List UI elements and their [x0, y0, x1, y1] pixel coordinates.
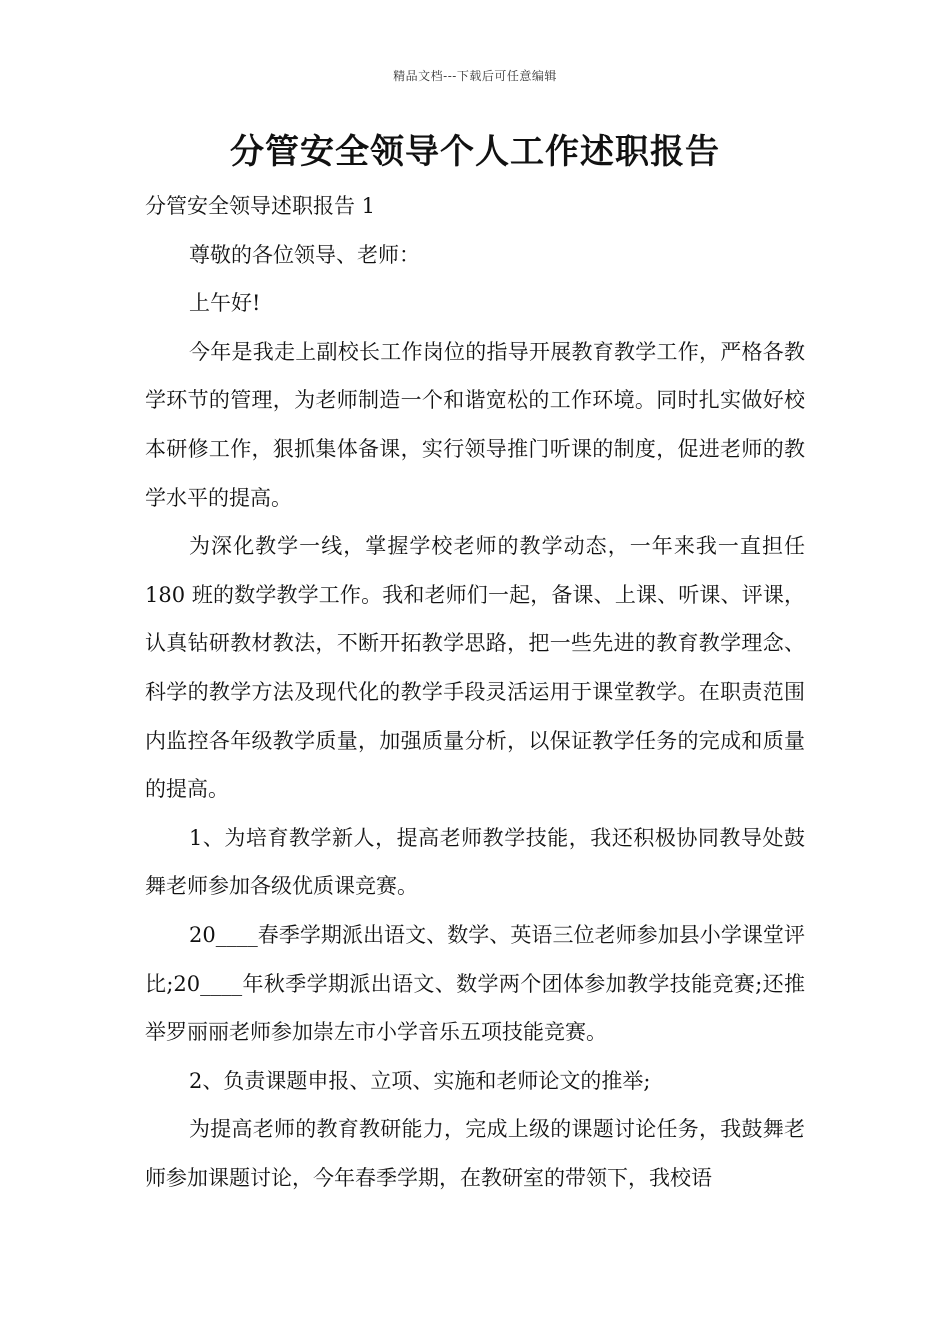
paragraph-salutation: 尊敬的各位领导、老师： [189, 242, 420, 267]
document-title: 分管安全领导个人工作述职报告 [230, 132, 720, 172]
header-note: 精品文档---下载后可任意编辑 [393, 69, 557, 83]
section-subtitle: 分管安全领导述职报告 1 [145, 194, 376, 218]
document-body [145, 182, 805, 1202]
paragraph: 1、为培育教学新人，提高老师教学技能，我还积极协同教导处鼓舞老师参加各级优质课竞赛。 [145, 825, 805, 899]
paragraph: 20____春季学期派出语文、数学、英语三位老师参加县小学课堂评比;20____年秋季学期派出语文、数学两个团体参加教学技能竞赛;还推举罗丽丽老师参加崇左市小学音乐五项技能竞赛。 [145, 922, 805, 1045]
paragraph: 为深化教学一线，掌握学校老师的教学动态，一年来我一直担任 180 班的数学教学工作。我和老师们一起，备课、上课、听课、评课，认真钻研教材教法，不断开拓教学思路，把一些先进的教育教学理念、科学的教学方法及现代化的教学手段灵活运用于课堂教学。在职责范围内监控各年级教学质量，加强质量分析，以保证教学任务的完成和质量的提高。 [145, 534, 805, 802]
paragraph: 为提高老师的教育教研能力，完成上级的课题讨论任务，我鼓舞老师参加课题讨论，今年春季学期，在教研室的带领下，我校语 [145, 1117, 805, 1190]
paragraph: 2、负责课题申报、立项、实施和老师论文的推举; [189, 1068, 651, 1093]
paragraph: 今年是我走上副校长工作岗位的指导开展教育教学工作，严格各教学环节的管理，为老师制造一个和谐宽松的工作环境。同时扎实做好校本研修工作，狠抓集体备课，实行领导推门听课的制度，促进老师的教学水平的提高。 [145, 339, 805, 510]
paragraph-greeting: 上午好! [189, 291, 261, 316]
